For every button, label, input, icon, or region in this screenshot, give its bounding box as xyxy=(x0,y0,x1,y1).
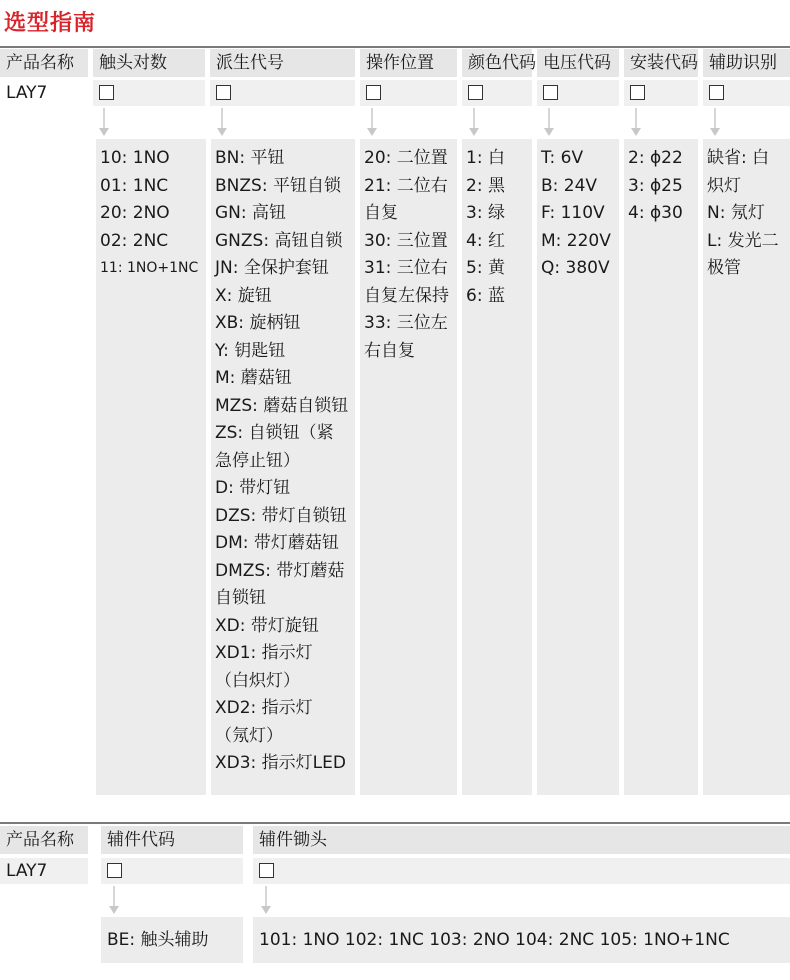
option-item: 4: 红 xyxy=(466,230,505,251)
option-item: 30: 三位置 xyxy=(364,230,448,251)
option-item: 自锁钮 xyxy=(215,588,266,608)
option-item: ZS: 自锁钮（紧 xyxy=(215,423,334,443)
option-item: XD3: 指示灯LED xyxy=(215,753,346,773)
checkbox-icon xyxy=(630,85,645,100)
accessory-table xyxy=(0,822,790,972)
header-derivative-code: 派生代号 xyxy=(210,49,355,77)
options-contacts xyxy=(96,139,206,795)
checkbox-icon xyxy=(709,85,724,100)
option-item: DM: 带灯蘑菇钮 xyxy=(215,533,339,553)
options-operation xyxy=(360,139,457,795)
option-item: MZS: 蘑菇自锁钮 xyxy=(215,395,349,416)
checkbox-icon xyxy=(107,863,122,878)
page-title: 选型指南 xyxy=(4,11,97,36)
option-item: GN: 高钮 xyxy=(215,203,287,223)
header-color-code: 颜色代码 xyxy=(462,49,532,77)
header-product-name-2: 产品名称 xyxy=(0,826,88,854)
option-item: Q: 380V xyxy=(541,258,610,278)
option-item: 3: 绿 xyxy=(466,203,505,223)
option-item: （白炽灯） xyxy=(215,670,300,691)
option-item: 01: 1NC xyxy=(100,175,169,196)
option-item: 10: 1NO xyxy=(100,148,170,168)
option-item: BN: 平钮 xyxy=(215,148,285,168)
selection-table xyxy=(0,46,790,806)
header-accessory-code: 辅件代码 xyxy=(101,826,243,854)
checkbox-icon xyxy=(468,85,483,100)
code-box-derivative xyxy=(210,80,355,106)
checkbox-icon xyxy=(99,85,114,100)
option-item: 31: 三位右 xyxy=(364,258,448,278)
option-item: 21: 二位右 xyxy=(364,175,448,196)
code-box-accessory-contacts xyxy=(253,858,790,884)
arrow-down-icon xyxy=(108,886,120,916)
option-item: BNZS: 平钮自锁 xyxy=(215,175,341,196)
option-item: X: 旋钮 xyxy=(215,285,272,306)
option-item: 自复 xyxy=(364,203,398,223)
header-accessory-contacts: 辅件锄头 xyxy=(253,826,790,854)
option-item: D: 带灯钮 xyxy=(215,478,291,498)
option-item: 急停止钮） xyxy=(215,450,300,471)
arrow-down-icon xyxy=(260,886,272,916)
arrow-down-icon xyxy=(630,108,642,138)
code-box-color xyxy=(462,80,532,106)
header-contact-pairs: 触头对数 xyxy=(93,49,205,77)
options-mount xyxy=(624,139,698,795)
option-item: 4: ϕ30 xyxy=(628,203,683,223)
option-item: F: 110V xyxy=(541,203,605,223)
options-color xyxy=(462,139,532,795)
header-voltage-code: 电压代码 xyxy=(537,49,619,77)
code-box-contacts xyxy=(93,80,205,106)
checkbox-icon xyxy=(259,863,274,878)
option-item: XD2: 指示灯 xyxy=(215,698,313,718)
code-box-mount xyxy=(624,80,698,106)
option-item: JN: 全保护套钮 xyxy=(215,258,329,278)
checkbox-icon xyxy=(216,85,231,100)
option-item: 2: 黑 xyxy=(466,175,505,196)
code-box-accessory xyxy=(101,858,243,884)
option-item: （氖灯） xyxy=(215,725,283,746)
option-item: 02: 2NC xyxy=(100,230,169,251)
code-box-aux xyxy=(703,80,790,106)
options-aux xyxy=(703,139,790,795)
arrow-down-icon xyxy=(366,108,378,138)
option-item: 5: 黄 xyxy=(466,258,505,278)
accessory-contacts-options: 101: 1NO 102: 1NC 103: 2NO 104: 2NC 105: 1NO+1NC xyxy=(253,917,790,963)
header-operation-position: 操作位置 xyxy=(360,49,457,77)
arrow-down-icon xyxy=(216,108,228,138)
arrow-down-icon xyxy=(98,108,110,138)
option-item: N: 氖灯 xyxy=(707,203,765,223)
product-model-2: LAY7 xyxy=(0,858,88,884)
option-item: 缺省: 白 xyxy=(707,148,770,168)
option-item: 20: 2NO xyxy=(100,203,170,223)
option-item: M: 220V xyxy=(541,230,611,251)
option-item: 6: 蓝 xyxy=(466,285,505,306)
arrow-down-icon xyxy=(543,108,555,138)
option-item: 右自复 xyxy=(364,340,415,361)
arrow-down-icon xyxy=(709,108,721,138)
option-item: 11: 1NO+1NC xyxy=(100,260,199,276)
option-item: 20: 二位置 xyxy=(364,148,448,168)
option-item: Y: 钥匙钮 xyxy=(215,340,286,361)
option-item: XD: 带灯旋钮 xyxy=(215,615,319,636)
option-item: 极管 xyxy=(707,258,741,278)
code-box-voltage xyxy=(537,80,619,106)
option-item: 1: 白 xyxy=(466,148,505,168)
option-item: XD1: 指示灯 xyxy=(215,643,313,663)
option-item: 炽灯 xyxy=(707,175,741,196)
checkbox-icon xyxy=(366,85,381,100)
option-item: 3: ϕ25 xyxy=(628,175,683,196)
checkbox-icon xyxy=(543,85,558,100)
option-item: 2: ϕ22 xyxy=(628,148,683,168)
options-derivative xyxy=(211,139,355,795)
option-item: XB: 旋柄钮 xyxy=(215,313,301,333)
option-item: B: 24V xyxy=(541,175,598,196)
option-item: 自复左保持 xyxy=(364,285,449,306)
options-voltage xyxy=(537,139,619,795)
accessory-code-option: BE: 触头辅助 xyxy=(101,917,243,963)
option-item: GNZS: 高钮自锁 xyxy=(215,230,343,251)
header-aux-identification: 辅助识别 xyxy=(703,49,790,77)
option-item: M: 蘑菇钮 xyxy=(215,368,292,388)
option-item: 33: 三位左 xyxy=(364,313,448,333)
header-product-name: 产品名称 xyxy=(0,49,88,77)
option-item: DZS: 带灯自锁钮 xyxy=(215,505,347,526)
code-box-operation xyxy=(360,80,457,106)
option-item: L: 发光二 xyxy=(707,230,779,251)
arrow-down-icon xyxy=(468,108,480,138)
option-item: T: 6V xyxy=(541,148,584,168)
product-model: LAY7 xyxy=(0,80,88,106)
option-item: DMZS: 带灯蘑菇 xyxy=(215,560,345,581)
header-mount-code: 安装代码 xyxy=(624,49,698,77)
